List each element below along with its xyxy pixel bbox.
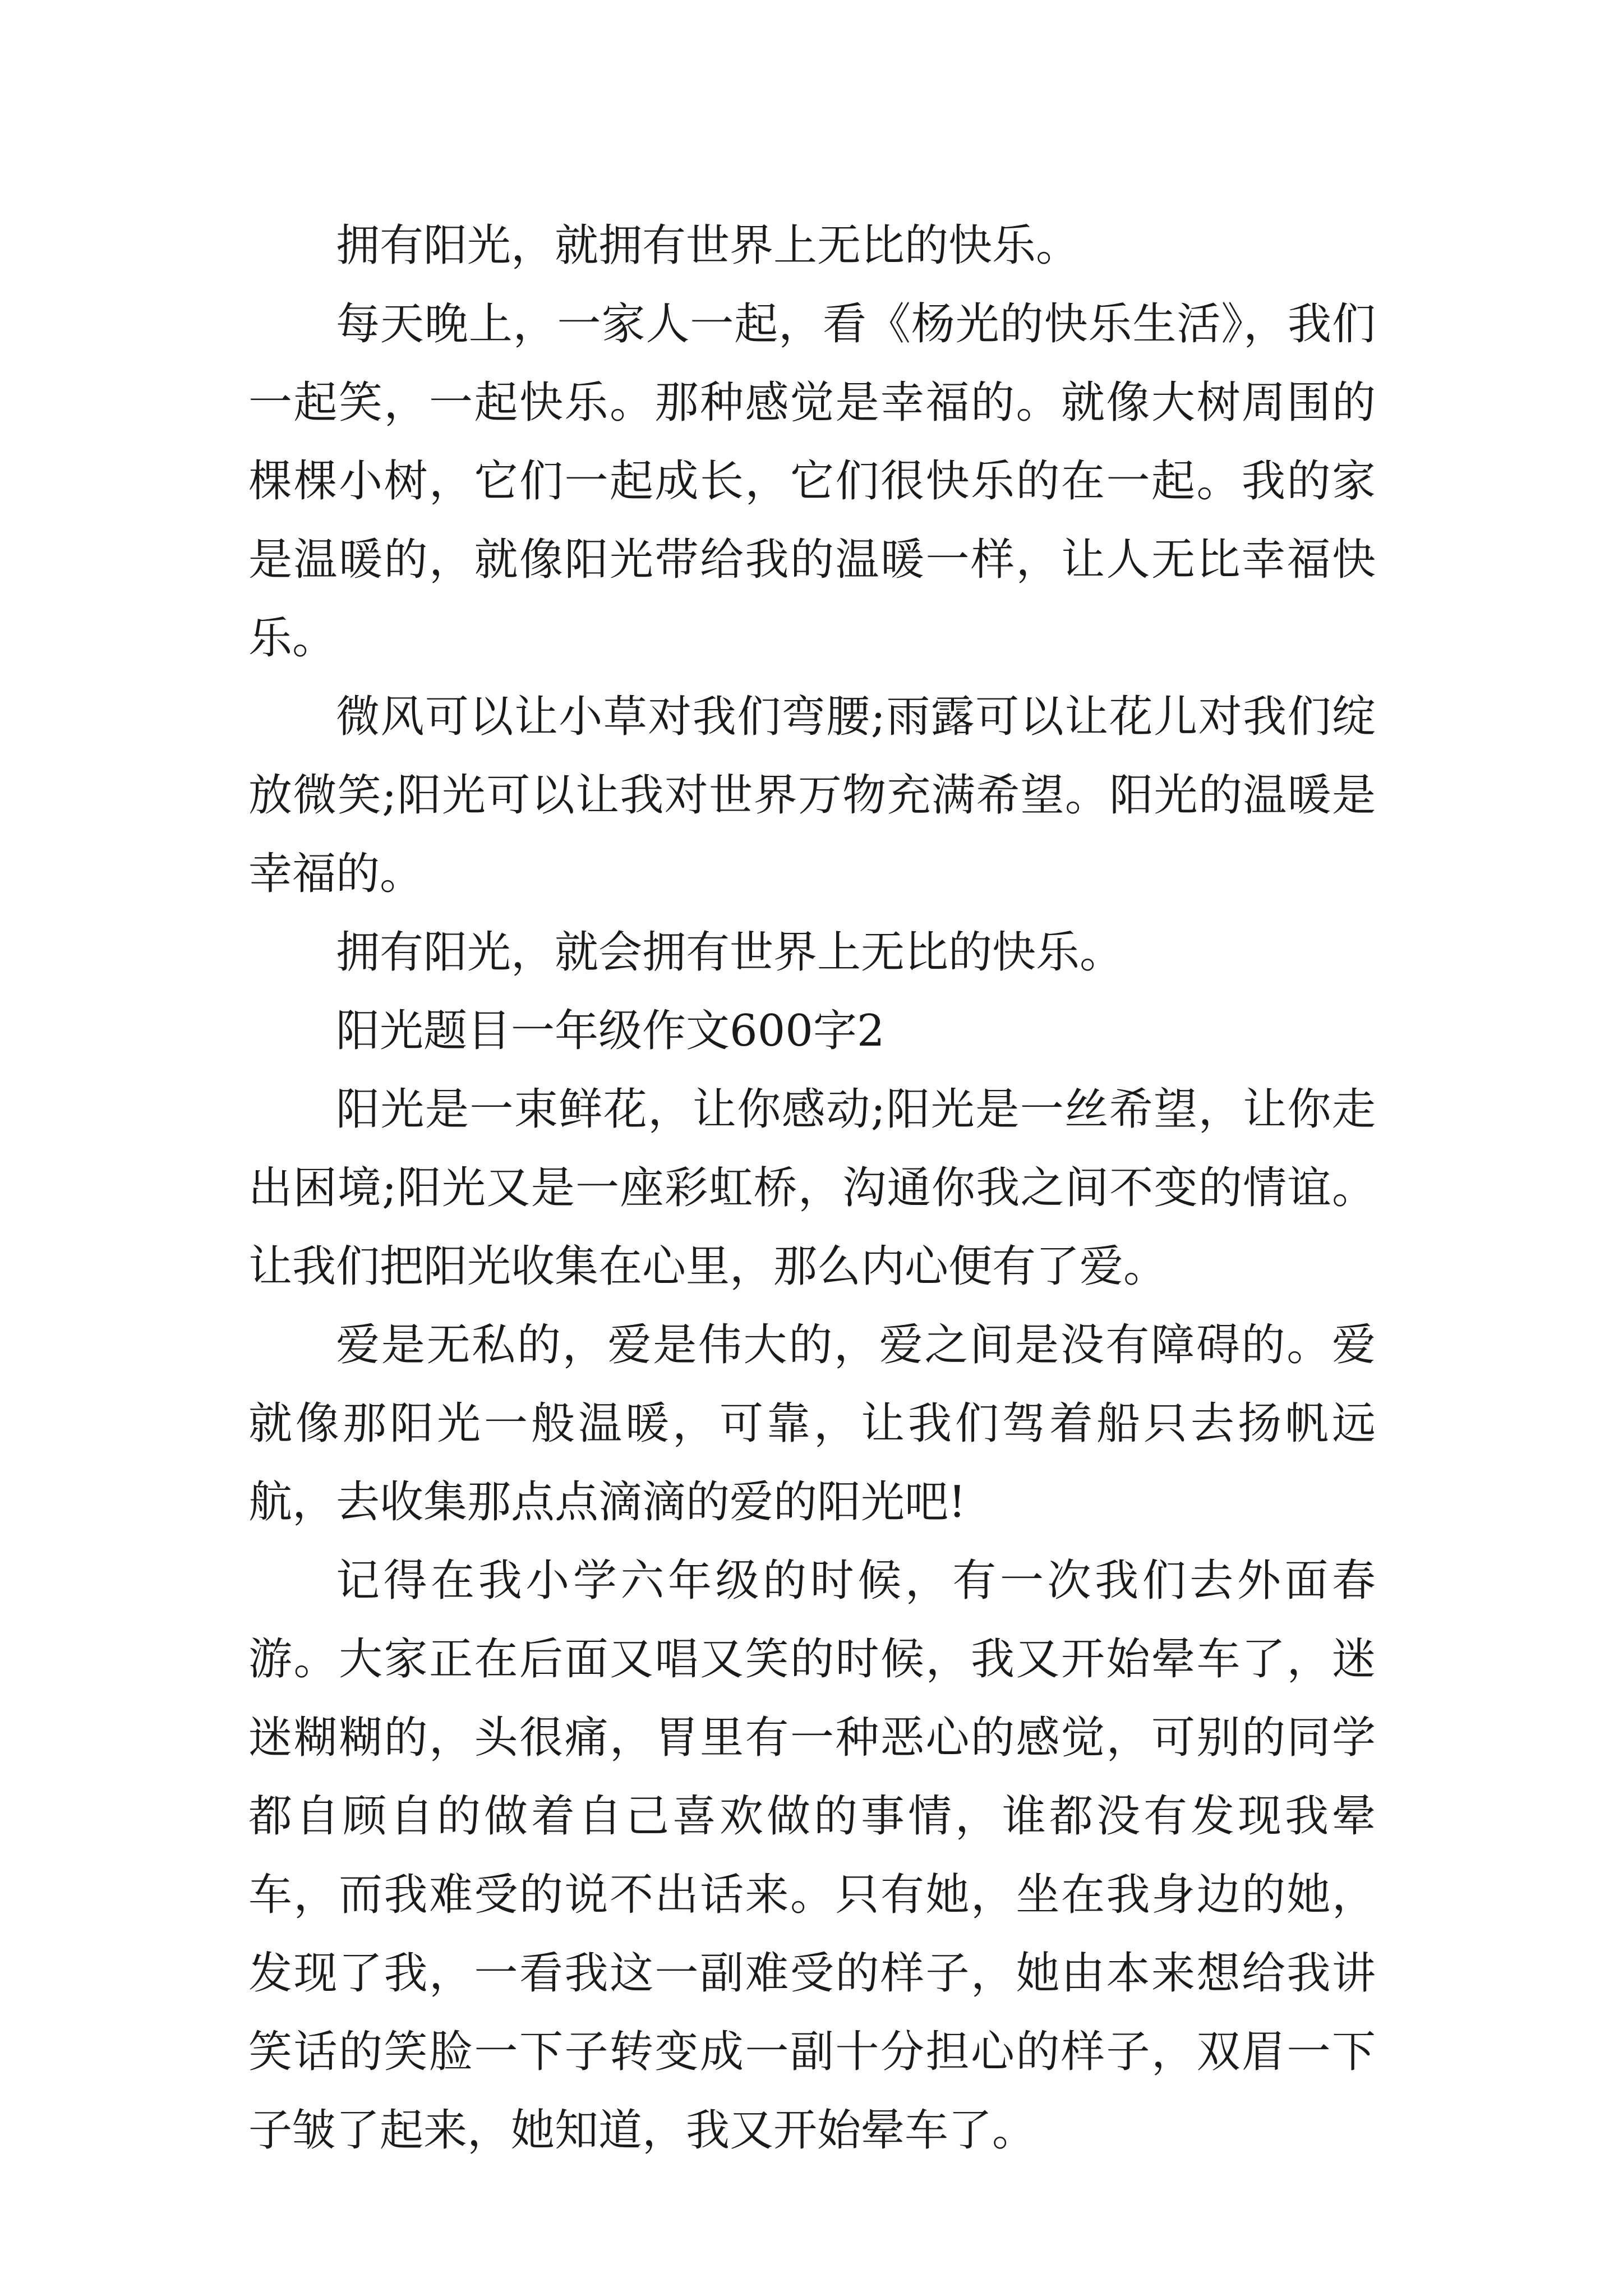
paragraph-4: 拥有阳光，就会拥有世界上无比的快乐。: [336, 927, 1124, 978]
paragraph-7: 记得在我小学六年级的时候，有一次我们去外面春游。大家正在后面又唱又笑的时候，我又开始晕车了，迷迷糊糊的，头很痛，胃里有一种恶心的感觉，可别的同学都自顾自的做着自己喜欢做的事情，谁都没有发现我晕车，而我难受的说不出话来。只有她，坐在我身边的她，发现了我，一看我这一副难受的样子，她由本来想给我讲笑话的笑脸一下子转变成一副十分担心的样子，双眉一下子皱了起来，她知道，我又开始晕车了。: [248, 1556, 1376, 2156]
paragraph-3: 微风可以让小草对我们弯腰;雨露可以让花儿对我们绽放微笑;阳光可以让我对世界万物充满希望。阳光的温暖是幸福的。: [248, 692, 1376, 899]
paragraph-1: 拥有阳光，就拥有世界上无比的快乐。: [336, 220, 1080, 271]
section-heading: 阳光题目一年级作文600字2: [336, 1006, 885, 1056]
paragraph-6: 爱是无私的，爱是伟大的，爱之间是没有障碍的。爱就像那阳光一般温暖，可靠，让我们驾着船只去扬帆远航，去收集那点点滴滴的爱的阳光吧!: [248, 1320, 1376, 1527]
paragraph-2: 每天晚上，一家人一起，看《杨光的快乐生活》，我们一起笑，一起快乐。那种感觉是幸福的。就像大树周围的棵棵小树，它们一起成长，它们很快乐的在一起。我的家是温暖的，就像阳光带给我的温暖一样，让人无比幸福快乐。: [248, 299, 1376, 664]
paragraph-5: 阳光是一束鲜花，让你感动;阳光是一丝希望，让你走出困境;阳光又是一座彩虹桥，沟通你我之间不变的情谊。让我们把阳光收集在心里，那么内心便有了爱。: [248, 1084, 1376, 1292]
document-body: [248, 206, 1376, 2170]
